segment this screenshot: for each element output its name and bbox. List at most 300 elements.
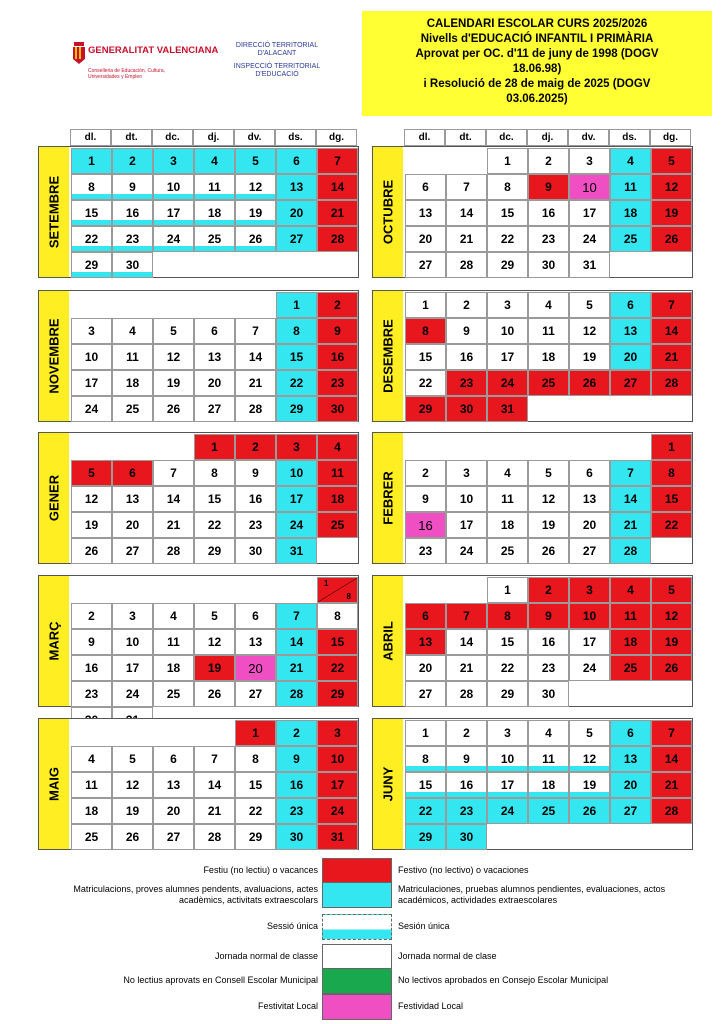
day-cell: 17 [317, 772, 358, 798]
day-cell: 25 [528, 370, 569, 396]
day-cell: 1 [276, 292, 317, 318]
day-cell: 10 [487, 746, 528, 772]
day-cell: 9 [446, 746, 487, 772]
day-cell: 27 [569, 538, 610, 564]
day-cell: 2 [317, 292, 358, 318]
day-cell: 30 [528, 252, 569, 278]
day-cell: 1 [651, 434, 692, 460]
title-line: CALENDARI ESCOLAR CURS 2025/2026 [426, 18, 648, 30]
day-cell: 10 [569, 603, 610, 629]
day-cell: 19 [569, 772, 610, 798]
day-cell: 1 [194, 434, 235, 460]
weekday-header: dg. [650, 129, 691, 146]
day-cell: 30 [112, 252, 153, 278]
day-cell: 27 [153, 824, 194, 850]
day-cell: 3 [276, 434, 317, 460]
day-cell: 9 [528, 174, 569, 200]
day-cell: 29 [487, 252, 528, 278]
month-block-març [38, 575, 359, 707]
month-label [39, 576, 69, 706]
day-cell: 23 [276, 798, 317, 824]
day-cell: 29 [317, 681, 358, 707]
day-cell: 16 [446, 772, 487, 798]
day-cell: 24 [112, 681, 153, 707]
day-cell: 25 [317, 512, 358, 538]
day-cell: 14 [651, 318, 692, 344]
day-cell: 18 [153, 655, 194, 681]
day-cell: 29 [405, 824, 446, 850]
day-cell: 20 [153, 798, 194, 824]
day-cell: 24 [487, 798, 528, 824]
day-cell: 13 [235, 629, 276, 655]
day-cell: 10 [317, 746, 358, 772]
day-cell: 4 [194, 148, 235, 174]
day-cell: 12 [651, 174, 692, 200]
legend-label-ca: No lectius aprovats en Consell Escolar Municipal [123, 975, 318, 985]
day-cell: 12 [528, 486, 569, 512]
day-cell: 8 [276, 318, 317, 344]
day-cell: 20 [569, 512, 610, 538]
legend-swatch-special [322, 882, 392, 908]
day-cell: 24 [71, 396, 112, 422]
day-cell: 14 [276, 629, 317, 655]
month-block-maig [38, 718, 359, 850]
day-cell: 7 [276, 603, 317, 629]
day-cell: 21 [235, 370, 276, 396]
day-cell: 21 [651, 344, 692, 370]
day-cell: 4 [71, 746, 112, 772]
day-cell: 21 [153, 512, 194, 538]
day-cell: 2 [446, 720, 487, 746]
day-cell: 25 [153, 681, 194, 707]
month-block-juny [372, 718, 693, 850]
day-cell: 13 [610, 318, 651, 344]
inspeccio-territorial: INSPECCIÓ TERRITORIAL D'EDUCACIÓ [233, 63, 321, 78]
day-cell: 6 [112, 460, 153, 486]
day-cell: 6 [405, 603, 446, 629]
month-name: FEBRER [380, 471, 396, 525]
day-cell: 25 [71, 824, 112, 850]
day-cell: 20 [235, 655, 276, 681]
legend-label-es: Sesión única [398, 921, 450, 931]
legend-label-es: Festividad Local [398, 1001, 464, 1011]
day-cell: 4 [610, 577, 651, 603]
day-cell: 30 [446, 824, 487, 850]
day-cell: 23 [528, 226, 569, 252]
day-cell: 9 [71, 629, 112, 655]
day-cell: 3 [487, 292, 528, 318]
day-cell: 2 [405, 460, 446, 486]
day-cell: 11 [153, 629, 194, 655]
day-cell: 22 [71, 226, 112, 252]
day-cell: 21 [610, 512, 651, 538]
legend-label-ca: Sessió única [266, 921, 318, 931]
day-cell: 3 [317, 720, 358, 746]
day-cell: 19 [651, 629, 692, 655]
day-cell: 18 [528, 344, 569, 370]
day-cell: 7 [235, 318, 276, 344]
weekday-header: ds. [609, 129, 650, 146]
month-name: OCTUBRE [380, 179, 396, 245]
weekday-header: dg. [316, 129, 357, 146]
legend-label-es: Jornada normal de clase [398, 951, 497, 961]
day-cell: 11 [528, 746, 569, 772]
legend-label-ca: Festiu (no lectiu) o vacances [203, 865, 318, 875]
day-cell: 16 [112, 200, 153, 226]
day-cell: 23 [405, 538, 446, 564]
day-cell: 29 [276, 396, 317, 422]
month-label [39, 291, 69, 421]
day-cell: 13 [194, 344, 235, 370]
day-cell: 9 [112, 174, 153, 200]
day-cell: 17 [569, 629, 610, 655]
legend-swatch-single [322, 914, 392, 940]
day-cell: 17 [487, 772, 528, 798]
legend-swatch-local [322, 994, 392, 1020]
day-cell: 1 [487, 577, 528, 603]
weekday-header: dc. [152, 129, 193, 146]
day-cell: 15 [405, 772, 446, 798]
day-cell: 15 [235, 772, 276, 798]
month-label [39, 147, 69, 277]
day-cell: 18 [112, 370, 153, 396]
day-cell: 14 [153, 486, 194, 512]
day-cell: 27 [235, 681, 276, 707]
day-cell: 4 [528, 720, 569, 746]
direction-text [222, 42, 332, 84]
day-cell: 19 [569, 344, 610, 370]
day-cell: 18 [610, 200, 651, 226]
day-cell: 30 [528, 681, 569, 707]
day-cell: 27 [194, 396, 235, 422]
day-cell: 22 [405, 798, 446, 824]
day-cell: 27 [610, 798, 651, 824]
day-cell: 5 [112, 746, 153, 772]
day-cell: 22 [317, 655, 358, 681]
day-cell: 15 [276, 344, 317, 370]
day-cell: 2 [235, 434, 276, 460]
month-block-desembre [372, 290, 693, 422]
day-cell: 28 [651, 798, 692, 824]
day-cell: 11 [610, 603, 651, 629]
day-cell: 29 [71, 252, 112, 278]
day-cell: 19 [153, 370, 194, 396]
day-cell: 3 [569, 148, 610, 174]
day-cell: 6 [153, 746, 194, 772]
day-cell: 1 [71, 148, 112, 174]
weekday-header: dl. [404, 129, 445, 146]
legend-swatch-council [322, 968, 392, 994]
month-block-febrer [372, 432, 693, 564]
day-cell: 9 [317, 318, 358, 344]
day-cell: 1 [487, 148, 528, 174]
weekday-header: dt. [445, 129, 486, 146]
day-cell: 17 [487, 344, 528, 370]
day-cell: 1 [235, 720, 276, 746]
day-cell: 7 [153, 460, 194, 486]
month-name: JUNY [380, 766, 396, 802]
day-cell: 8 [405, 318, 446, 344]
day-cell: 6 [235, 603, 276, 629]
day-cell: 28 [276, 681, 317, 707]
day-cell: 5 [569, 720, 610, 746]
day-cell: 5 [153, 318, 194, 344]
generalitat-logo [72, 42, 222, 92]
day-cell: 5 [528, 460, 569, 486]
day-cell: 11 [610, 174, 651, 200]
title-box [362, 11, 712, 116]
legend-swatch-normal [322, 944, 392, 970]
month-block-octubre [372, 146, 693, 278]
day-cell: 18 [528, 772, 569, 798]
day-cell: 5 [71, 460, 112, 486]
day-cell: 18 [317, 486, 358, 512]
day-cell: 26 [651, 226, 692, 252]
day-cell: 24 [317, 798, 358, 824]
day-cell: 19 [235, 200, 276, 226]
month-name: MARÇ [46, 621, 62, 661]
day-cell: 27 [405, 252, 446, 278]
day-cell: 8 [487, 174, 528, 200]
day-cell: 25 [528, 798, 569, 824]
day-cell: 18 [487, 512, 528, 538]
day-cell: 3 [71, 318, 112, 344]
month-label [39, 719, 69, 849]
day-cell: 12 [112, 772, 153, 798]
day-cell: 17 [446, 512, 487, 538]
day-cell: 5 [651, 148, 692, 174]
day-cell: 2 [528, 577, 569, 603]
legend-label-es: Festivo (no lectivo) o vacaciones [398, 865, 529, 875]
day-cell: 17 [153, 200, 194, 226]
day-cell: 16 [71, 655, 112, 681]
day-cell: 4 [317, 434, 358, 460]
day-cell: 12 [194, 629, 235, 655]
day-cell: 22 [405, 370, 446, 396]
day-cell: 4 [112, 318, 153, 344]
day-cell: 21 [446, 655, 487, 681]
day-cell: 22 [487, 226, 528, 252]
day-cell: 9 [276, 746, 317, 772]
day-cell: 10 [71, 344, 112, 370]
legend-label-ca: Matriculacions, proves alumnes pendents, avaluacions, actes acadèmics, activitats extraescolars [73, 884, 318, 905]
day-cell: 24 [487, 370, 528, 396]
day-cell: 5 [194, 603, 235, 629]
day-cell: 9 [405, 486, 446, 512]
day-cell: 8 [651, 460, 692, 486]
day-cell: 16 [405, 512, 446, 538]
day-cell: 14 [651, 746, 692, 772]
day-cell: 7 [610, 460, 651, 486]
day-cell: 18 [610, 629, 651, 655]
day-cell: 14 [446, 629, 487, 655]
day-cell: 9 [235, 460, 276, 486]
day-cell: 3 [153, 148, 194, 174]
day-cell: 24 [276, 512, 317, 538]
day-cell: 24 [446, 538, 487, 564]
weekday-header: dl. [70, 129, 111, 146]
day-cell: 29 [487, 681, 528, 707]
month-label [373, 291, 403, 421]
day-cell: 6 [405, 174, 446, 200]
day-cell: 10 [153, 174, 194, 200]
day-cell: 26 [153, 396, 194, 422]
day-cell: 25 [610, 226, 651, 252]
day-cell: 19 [71, 512, 112, 538]
day-cell: 12 [71, 486, 112, 512]
day-cell: 12 [651, 603, 692, 629]
day-cell: 21 [651, 772, 692, 798]
day-cell: 28 [235, 396, 276, 422]
day-cell: 17 [569, 200, 610, 226]
legend-swatch-holiday [322, 858, 392, 884]
day-cell: 31 [276, 538, 317, 564]
day-cell: 2 [528, 148, 569, 174]
day-cell: 26 [194, 681, 235, 707]
weekday-header: dj. [527, 129, 568, 146]
day-cell: 12 [235, 174, 276, 200]
day-cell: 20 [610, 772, 651, 798]
day-cell: 25 [610, 655, 651, 681]
day-cell: 26 [569, 798, 610, 824]
day-cell: 11 [317, 460, 358, 486]
day-cell: 28 [651, 370, 692, 396]
day-cell: 8 [235, 746, 276, 772]
day-cell: 21 [317, 200, 358, 226]
day-cell: 23 [317, 370, 358, 396]
day-cell: 11 [528, 318, 569, 344]
day-cell: 23 [446, 798, 487, 824]
day-cell: 8 [405, 746, 446, 772]
day-cell: 20 [194, 370, 235, 396]
day-cell: 13 [112, 486, 153, 512]
day-cell: 27 [405, 681, 446, 707]
legend-label-ca: Festivitat Local [257, 1001, 318, 1011]
month-name: SETEMBRE [46, 175, 62, 249]
day-cell: 31 [569, 252, 610, 278]
day-cell: 11 [112, 344, 153, 370]
day-cell: 25 [487, 538, 528, 564]
day-cell: 23 [112, 226, 153, 252]
day-cell: 16 [317, 344, 358, 370]
day-cell: 14 [194, 772, 235, 798]
day-cell: 19 [112, 798, 153, 824]
crest-icon [72, 42, 86, 64]
day-cell: 27 [610, 370, 651, 396]
day-cell: 21 [194, 798, 235, 824]
day-cell: 12 [153, 344, 194, 370]
day-cell: 28 [153, 538, 194, 564]
day-cell: 28 [610, 538, 651, 564]
day-cell: 13 [153, 772, 194, 798]
day-cell: 30 [446, 396, 487, 422]
day-cell: 15 [194, 486, 235, 512]
title-line: Aprovat per OC. d'11 de juny de 1998 (DOGV 18.06.98) [415, 48, 659, 75]
day-cell: 7 [194, 746, 235, 772]
day-cell: 26 [112, 824, 153, 850]
day-cell: 15 [651, 486, 692, 512]
dir-territorial: DIRECCIÓ TERRITORIAL D'ALACANT [235, 42, 319, 57]
day-cell: 30 [317, 396, 358, 422]
day-cell: 13 [276, 174, 317, 200]
day-cell: 20 [112, 512, 153, 538]
day-cell: 1 [405, 292, 446, 318]
weekday-header: ds. [275, 129, 316, 146]
day-cell: 20 [610, 344, 651, 370]
title-line: i Resolució de 28 de maig de 2025 (DOGV 03.06.2025) [423, 78, 651, 105]
day-number: 8 [346, 592, 351, 601]
day-cell: 7 [446, 174, 487, 200]
day-cell: 26 [71, 538, 112, 564]
day-cell: 5 [651, 577, 692, 603]
day-cell: 21 [446, 226, 487, 252]
month-label [39, 433, 69, 563]
day-cell: 28 [446, 252, 487, 278]
day-cell: 31 [317, 824, 358, 850]
day-cell: 28 [317, 226, 358, 252]
day-cell: 11 [487, 486, 528, 512]
legend-label-es: No lectivos aprobados en Consejo Escolar Municipal [398, 975, 609, 985]
day-cell: 12 [569, 318, 610, 344]
day-cell: 24 [569, 655, 610, 681]
day-cell: 14 [235, 344, 276, 370]
day-cell: 7 [317, 148, 358, 174]
day-cell: 29 [235, 824, 276, 850]
day-cell: 26 [651, 655, 692, 681]
day-cell: 9 [446, 318, 487, 344]
day-cell: 26 [235, 226, 276, 252]
day-cell: 15 [487, 200, 528, 226]
day-cell: 19 [194, 655, 235, 681]
day-cell: 14 [446, 200, 487, 226]
month-label [373, 147, 403, 277]
month-block-novembre [38, 290, 359, 422]
day-cell: 15 [487, 629, 528, 655]
day-cell: 3 [112, 603, 153, 629]
day-cell: 20 [405, 655, 446, 681]
day-cell: 14 [610, 486, 651, 512]
day-cell: 19 [651, 200, 692, 226]
month-name: MAIG [46, 767, 62, 801]
day-cell: 24 [153, 226, 194, 252]
day-cell: 10 [276, 460, 317, 486]
day-cell: 5 [569, 292, 610, 318]
day-cell: 6 [610, 720, 651, 746]
day-cell: 14 [317, 174, 358, 200]
logo-subtitle: Conselleria de Educación, Cultura, Universidades y Empleo [88, 68, 165, 80]
day-cell: 12 [569, 746, 610, 772]
day-cell: 4 [610, 148, 651, 174]
day-cell: 3 [446, 460, 487, 486]
month-label [373, 719, 403, 849]
day-cell: 6 [610, 292, 651, 318]
day-cell: 15 [317, 629, 358, 655]
day-cell: 10 [569, 174, 610, 200]
weekday-header: dc. [486, 129, 527, 146]
title-line: Nivells d'EDUCACIÓ INFANTIL I PRIMÀRIA [420, 33, 654, 45]
day-cell: 23 [235, 512, 276, 538]
day-cell: 24 [569, 226, 610, 252]
day-cell: 13 [405, 629, 446, 655]
day-cell: 16 [528, 200, 569, 226]
day-cell: 10 [446, 486, 487, 512]
day-cell: 5 [235, 148, 276, 174]
day-number: 1 [324, 579, 329, 588]
day-cell: 22 [235, 798, 276, 824]
day-cell: 8 [71, 174, 112, 200]
day-cell: 2 [446, 292, 487, 318]
legend-label-ca: Jornada normal de classe [214, 951, 318, 961]
